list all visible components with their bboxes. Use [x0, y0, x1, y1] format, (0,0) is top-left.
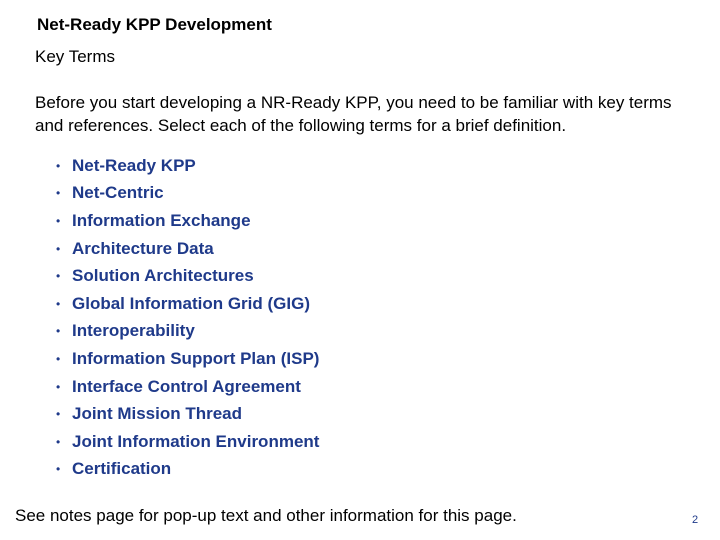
term-label[interactable]: Net-Centric	[72, 183, 164, 203]
term-architecture-data[interactable]	[56, 235, 319, 263]
bullet-icon: •	[56, 434, 61, 449]
page-title: Net-Ready KPP Development	[37, 15, 272, 34]
term-joint-mission-thread[interactable]	[56, 400, 319, 428]
term-label[interactable]: Architecture Data	[72, 238, 214, 258]
term-label[interactable]: Information Exchange	[72, 210, 251, 230]
term-net-ready-kpp[interactable]	[56, 152, 319, 180]
page-number: 2	[692, 514, 699, 526]
bullet-icon: •	[56, 407, 61, 422]
term-information-exchange[interactable]	[56, 207, 319, 235]
bullet-icon: •	[56, 296, 61, 311]
term-label[interactable]: Joint Information Environment	[72, 431, 320, 451]
term-solution-architectures[interactable]	[56, 262, 319, 290]
term-label[interactable]: Solution Architectures	[72, 266, 254, 286]
bullet-icon: •	[56, 158, 61, 173]
term-label[interactable]: Joint Mission Thread	[72, 404, 243, 424]
bullet-icon: •	[56, 213, 61, 228]
intro-text: Before you start developing a NR-Ready KPP, you need to be familiar with key terms and references. Select each of the following terms for a brief definition.	[35, 93, 672, 135]
term-label[interactable]: Information Support Plan (ISP)	[72, 348, 320, 368]
term-label[interactable]: Net-Ready KPP	[72, 155, 196, 175]
term-joint-information-environment[interactable]	[56, 428, 319, 456]
term-label[interactable]: Interface Control Agreement	[72, 376, 301, 396]
term-label[interactable]: Certification	[72, 459, 172, 479]
bullet-icon: •	[56, 379, 61, 394]
term-label[interactable]: Interoperability	[72, 321, 195, 341]
bullet-icon: •	[56, 351, 61, 366]
bullet-icon: •	[56, 186, 61, 201]
term-global-information-grid[interactable]	[56, 290, 319, 318]
bullet-icon: •	[56, 462, 61, 477]
bullet-icon: •	[56, 269, 61, 284]
term-interface-control-agreement[interactable]	[56, 373, 319, 401]
term-net-centric[interactable]	[56, 180, 319, 208]
term-certification[interactable]	[56, 456, 319, 484]
section-heading: Key Terms	[35, 47, 115, 66]
bullet-icon: •	[56, 324, 61, 339]
footer-note: See notes page for pop-up text and other information for this page.	[15, 506, 517, 525]
term-interoperability[interactable]	[56, 318, 319, 346]
bullet-icon: •	[56, 241, 61, 256]
term-label[interactable]: Global Information Grid (GIG)	[72, 293, 310, 313]
term-information-support-plan[interactable]	[56, 345, 319, 373]
key-terms-list	[56, 152, 319, 483]
